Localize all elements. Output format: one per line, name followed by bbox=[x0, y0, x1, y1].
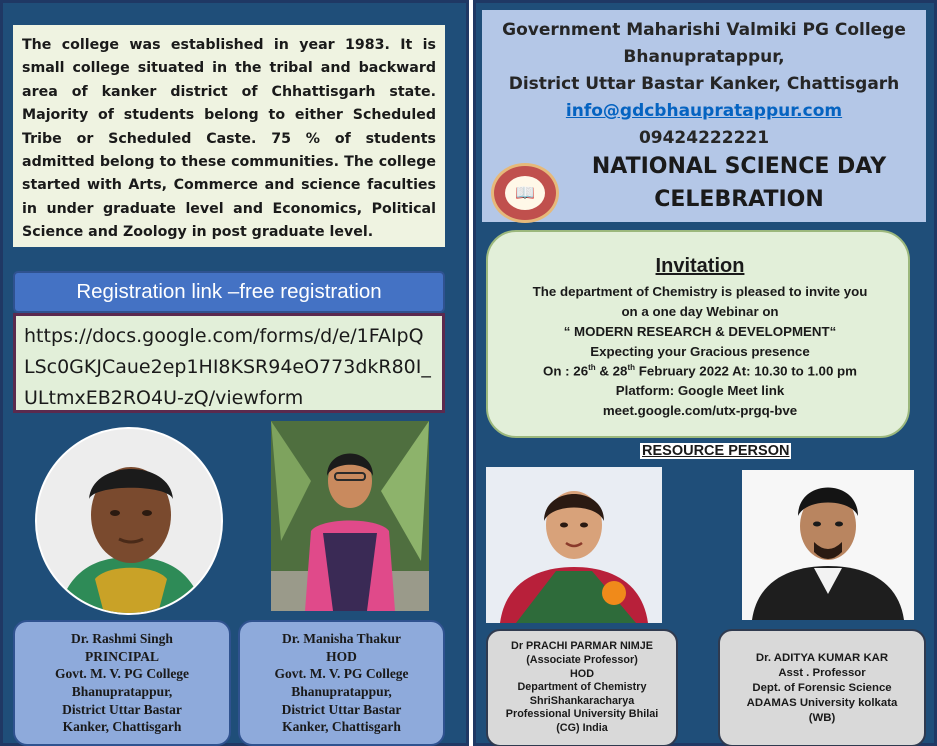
principal-line1: Govt. M. V. PG College bbox=[54, 666, 190, 682]
book-icon: 📖 bbox=[505, 176, 545, 210]
prachi-role: HOD bbox=[570, 667, 594, 680]
invitation-line1: The department of Chemistry is pleased to invite you bbox=[532, 284, 868, 299]
college-email-link[interactable]: info@gdcbhaupratappur.com bbox=[565, 101, 843, 121]
principal-line3: District Uttar Bastar bbox=[62, 701, 182, 717]
registration-link-box bbox=[13, 313, 445, 413]
college-header bbox=[482, 10, 926, 222]
college-district: District Uttar Bastar Kanker, Chattisgarh bbox=[508, 74, 900, 94]
right-panel bbox=[473, 0, 937, 746]
invitation-meet-link[interactable]: meet.google.com/utx-prgq-bve bbox=[602, 403, 798, 418]
principal-role: PRINCIPAL bbox=[85, 648, 159, 664]
hod-photo-figure bbox=[271, 421, 429, 611]
principal-name: Dr. Rashmi Singh bbox=[71, 631, 173, 647]
hod-line2: Bhanupratappur, bbox=[291, 684, 392, 699]
invitation-topic: “ MODERN RESEARCH & DEVELOPMENT“ bbox=[563, 324, 837, 339]
invitation-platform: Platform: Google Meet link bbox=[615, 383, 785, 398]
prachi-card bbox=[486, 629, 678, 746]
prachi-name: Dr PRACHI PARMAR NIMJE bbox=[511, 640, 653, 653]
prachi-photo-figure bbox=[486, 467, 662, 623]
aditya-photo bbox=[742, 470, 914, 620]
registration-header-label: Registration link –free registration bbox=[76, 280, 382, 303]
event-title-line1: NATIONAL SCIENCE DAY bbox=[591, 154, 887, 179]
aditya-name: Dr. ADITYA KUMAR KAR bbox=[755, 651, 889, 664]
principal-line2: Bhanupratappur, bbox=[71, 684, 173, 699]
hod-card bbox=[238, 620, 445, 746]
aditya-line3: (WB) bbox=[808, 711, 836, 724]
aditya-designation: Asst . Professor bbox=[778, 666, 866, 679]
principal-photo bbox=[35, 427, 223, 615]
registration-link[interactable]: https://docs.google.com/forms/d/e/1FAIpQLSc0GKJCaue2ep1HI8KSR94eO773dkR80I_ULtmxEB2RO4U-zQ/viewform bbox=[24, 325, 431, 409]
college-name: Government Maharishi Valmiki PG College bbox=[502, 20, 906, 40]
hod-line3: District Uttar Bastar bbox=[281, 701, 402, 717]
aditya-line2: ADAMAS University kolkata bbox=[746, 696, 898, 709]
aditya-card bbox=[718, 629, 926, 746]
event-title-line2: CELEBRATION bbox=[654, 187, 824, 212]
invitation-line2: on a one day Webinar on bbox=[621, 304, 779, 319]
hod-name: Dr. Manisha Thakur bbox=[282, 631, 401, 647]
college-town: Bhanupratappur, bbox=[623, 47, 785, 67]
prachi-line2: ShriShankaracharya bbox=[529, 694, 635, 707]
prachi-line3: Professional University Bhilai bbox=[505, 708, 659, 721]
hod-line1: Govt. M. V. PG College bbox=[274, 666, 409, 682]
invitation-date: On : 26th & 28th February 2022 At: 10.30 to 1.00 pm bbox=[543, 363, 857, 379]
aditya-photo-figure bbox=[742, 470, 914, 620]
registration-header bbox=[13, 271, 445, 313]
about-college-text: The college was established in year 1983. It is small college situated in the tribal and backward area of kanker district of Chhattisgarh state. Majority of students belong to either Scheduled Tribe or Scheduled Caste. 75 % of students admitted belong to these communities. The college started with Arts, Commerce and science faculties in under graduate level and Economics, Political Science and Zoology in post graduate level. bbox=[22, 37, 436, 241]
prachi-designation: (Associate Professor) bbox=[526, 654, 638, 667]
about-college-box bbox=[13, 25, 445, 247]
hod-photo bbox=[271, 421, 429, 611]
principal-line4: Kanker, Chattisgarh bbox=[62, 719, 182, 735]
invitation-box bbox=[486, 230, 910, 438]
prachi-line4: (CG) India bbox=[556, 721, 608, 734]
college-phone: 09424222221 bbox=[638, 128, 770, 148]
prachi-photo bbox=[486, 467, 662, 623]
hod-role: HOD bbox=[326, 648, 357, 664]
aditya-line1: Dept. of Forensic Science bbox=[752, 681, 892, 694]
invitation-line4: Expecting your Gracious presence bbox=[590, 344, 810, 359]
resource-person-heading: RESOURCE PERSON bbox=[642, 443, 790, 459]
college-logo-icon bbox=[491, 163, 559, 223]
hod-line4: Kanker, Chattisgarh bbox=[282, 719, 401, 735]
principal-photo-figure bbox=[37, 429, 223, 615]
prachi-line1: Department of Chemistry bbox=[517, 681, 647, 694]
invitation-title: Invitation bbox=[655, 255, 745, 277]
principal-card bbox=[13, 620, 231, 746]
